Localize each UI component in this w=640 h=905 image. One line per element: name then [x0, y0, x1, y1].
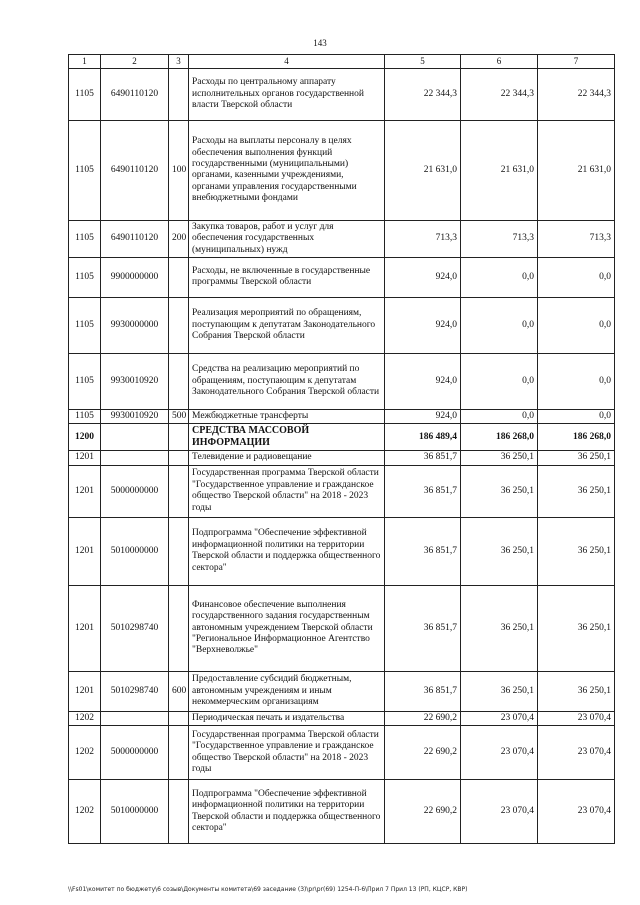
header-cell: 2: [101, 55, 169, 69]
description-cell: Предоставление субсидий бюджетным, автономным учреждениям и иным некоммерческим организациям: [189, 671, 385, 711]
section-code-cell: 1105: [69, 297, 101, 353]
description-cell: Расходы, не включенные в государственные программы Тверской области: [189, 257, 385, 297]
expense-type-cell: [169, 68, 189, 120]
expense-type-cell: [169, 424, 189, 451]
description-cell: Подпрограмма "Обеспечение эффективной информационной политики на территории Тверской области и поддержка общественного сектора": [189, 780, 385, 844]
table-row: [69, 257, 615, 297]
target-article-cell: 5010000000: [101, 517, 169, 585]
expense-type-cell: [169, 353, 189, 409]
table-row: [69, 68, 615, 120]
amount-col6-cell: 0,0: [461, 353, 538, 409]
description-cell: Расходы на выплаты персоналу в целях обеспечения выполнения функций государственными (муниципальными) органами, казенными учреждениями, органами управления государственными внебюджетными фондами: [189, 120, 385, 220]
section-code-cell: 1202: [69, 780, 101, 844]
target-article-cell: 9930010920: [101, 409, 169, 423]
description-cell: Государственная программа Тверской области "Государственное управление и гражданское общество Тверской области" на 2018 - 2023 годы: [189, 465, 385, 517]
section-code-cell: 1105: [69, 409, 101, 423]
section-code-cell: 1105: [69, 68, 101, 120]
target-article-cell: 5000000000: [101, 465, 169, 517]
amount-col6-cell: 0,0: [461, 297, 538, 353]
amount-col7-cell: 0,0: [538, 297, 615, 353]
amount-col5-cell: 22 344,3: [385, 68, 461, 120]
amount-col7-cell: 36 250,1: [538, 465, 615, 517]
amount-col5-cell: 36 851,7: [385, 517, 461, 585]
amount-col7-cell: 186 268,0: [538, 424, 615, 451]
amount-col7-cell: 713,3: [538, 220, 615, 257]
amount-col7-cell: 0,0: [538, 257, 615, 297]
amount-col6-cell: 713,3: [461, 220, 538, 257]
target-article-cell: 5010298740: [101, 585, 169, 671]
amount-col6-cell: 186 268,0: [461, 424, 538, 451]
amount-col6-cell: 36 250,1: [461, 465, 538, 517]
target-article-cell: 5010298740: [101, 671, 169, 711]
amount-col7-cell: 36 250,1: [538, 671, 615, 711]
section-code-cell: 1201: [69, 671, 101, 711]
section-code-cell: 1105: [69, 220, 101, 257]
target-article-cell: 9930000000: [101, 297, 169, 353]
amount-col6-cell: 23 070,4: [461, 711, 538, 725]
amount-col6-cell: 36 250,1: [461, 451, 538, 465]
table-row: [69, 726, 615, 780]
section-code-cell: 1105: [69, 120, 101, 220]
target-article-cell: 5000000000: [101, 726, 169, 780]
table-row: [69, 409, 615, 423]
amount-col5-cell: 22 690,2: [385, 726, 461, 780]
description-cell: Закупка товаров, работ и услуг для обеспечения государственных (муниципальных) нужд: [189, 220, 385, 257]
table-row: [69, 297, 615, 353]
amount-col6-cell: 22 344,3: [461, 68, 538, 120]
amount-col7-cell: 36 250,1: [538, 517, 615, 585]
section-code-cell: 1105: [69, 257, 101, 297]
description-cell: Телевидение и радиовещание: [189, 451, 385, 465]
table-row: [69, 353, 615, 409]
amount-col7-cell: 0,0: [538, 409, 615, 423]
header-cell: 3: [169, 55, 189, 69]
expense-type-cell: [169, 780, 189, 844]
footer-file-path: \\Fs01\комитет по бюджету\6 созыв\Документы комитета\69 заседание (3)\pr\рr(69) 1254-П-6\Прил 7 Прил 13 (РП, КЦСР, КВР): [68, 886, 468, 893]
amount-col5-cell: 36 851,7: [385, 451, 461, 465]
amount-col6-cell: 21 631,0: [461, 120, 538, 220]
table-row: [69, 585, 615, 671]
target-article-cell: 5010000000: [101, 780, 169, 844]
amount-col6-cell: 36 250,1: [461, 517, 538, 585]
expense-type-cell: 200: [169, 220, 189, 257]
amount-col7-cell: 22 344,3: [538, 68, 615, 120]
amount-col5-cell: 21 631,0: [385, 120, 461, 220]
amount-col5-cell: 22 690,2: [385, 780, 461, 844]
amount-col5-cell: 924,0: [385, 409, 461, 423]
description-cell: Периодическая печать и издательства: [189, 711, 385, 725]
target-article-cell: 6490110120: [101, 220, 169, 257]
amount-col5-cell: 924,0: [385, 353, 461, 409]
section-code-cell: 1201: [69, 517, 101, 585]
header-cell: 7: [538, 55, 615, 69]
amount-col7-cell: 23 070,4: [538, 711, 615, 725]
target-article-cell: 9930010920: [101, 353, 169, 409]
amount-col7-cell: 36 250,1: [538, 585, 615, 671]
section-code-cell: 1201: [69, 585, 101, 671]
header-cell: 1: [69, 55, 101, 69]
description-cell: СРЕДСТВА МАССОВОЙ ИНФОРМАЦИИ: [189, 424, 385, 451]
table-row: [69, 424, 615, 451]
table-row: [69, 517, 615, 585]
table-row: [69, 671, 615, 711]
section-code-cell: 1201: [69, 451, 101, 465]
header-cell: 6: [461, 55, 538, 69]
amount-col5-cell: 713,3: [385, 220, 461, 257]
expense-type-cell: [169, 257, 189, 297]
table-row: [69, 780, 615, 844]
expense-type-cell: [169, 517, 189, 585]
description-cell: Расходы по центральному аппарату исполнительных органов государственной власти Тверской области: [189, 68, 385, 120]
description-cell: Подпрограмма "Обеспечение эффективной информационной политики на территории Тверской области и поддержка общественного сектора": [189, 517, 385, 585]
amount-col6-cell: 36 250,1: [461, 671, 538, 711]
amount-col7-cell: 21 631,0: [538, 120, 615, 220]
target-article-cell: 9900000000: [101, 257, 169, 297]
section-code-cell: 1201: [69, 465, 101, 517]
amount-col5-cell: 36 851,7: [385, 585, 461, 671]
description-cell: Межбюджетные трансферты: [189, 409, 385, 423]
description-cell: Финансовое обеспечение выполнения государственного задания государственным автономным учреждением Тверской области "Региональное Информационное Агентство "Верхневолжье": [189, 585, 385, 671]
target-article-cell: 6490110120: [101, 68, 169, 120]
table-row: [69, 711, 615, 725]
table-row: [69, 120, 615, 220]
header-cell: 5: [385, 55, 461, 69]
expense-type-cell: [169, 297, 189, 353]
page-number: 143: [313, 38, 327, 48]
amount-col5-cell: 924,0: [385, 297, 461, 353]
header-cell: 4: [189, 55, 385, 69]
amount-col7-cell: 23 070,4: [538, 780, 615, 844]
amount-col7-cell: 36 250,1: [538, 451, 615, 465]
expense-type-cell: 500: [169, 409, 189, 423]
expense-type-cell: 100: [169, 120, 189, 220]
expense-type-cell: [169, 726, 189, 780]
expense-type-cell: [169, 451, 189, 465]
description-cell: Реализация мероприятий по обращениям, поступающим к депутатам Законодательного Собрания Тверской области: [189, 297, 385, 353]
amount-col7-cell: 23 070,4: [538, 726, 615, 780]
target-article-cell: [101, 424, 169, 451]
expense-type-cell: [169, 711, 189, 725]
amount-col6-cell: 0,0: [461, 257, 538, 297]
description-cell: Средства на реализацию мероприятий по обращениям, поступающим к депутатам Законодательного Собрания Тверской области: [189, 353, 385, 409]
table-row: [69, 451, 615, 465]
amount-col5-cell: 22 690,2: [385, 711, 461, 725]
amount-col7-cell: 0,0: [538, 353, 615, 409]
amount-col5-cell: 36 851,7: [385, 671, 461, 711]
target-article-cell: [101, 451, 169, 465]
table-row: [69, 220, 615, 257]
expense-type-cell: [169, 585, 189, 671]
budget-table: [68, 54, 615, 844]
section-code-cell: 1202: [69, 726, 101, 780]
target-article-cell: 6490110120: [101, 120, 169, 220]
table-header-row: [69, 55, 615, 69]
description-cell: Государственная программа Тверской области "Государственное управление и гражданское общество Тверской области" на 2018 - 2023 годы: [189, 726, 385, 780]
target-article-cell: [101, 711, 169, 725]
amount-col5-cell: 36 851,7: [385, 465, 461, 517]
section-code-cell: 1105: [69, 353, 101, 409]
amount-col6-cell: 23 070,4: [461, 726, 538, 780]
section-code-cell: 1200: [69, 424, 101, 451]
amount-col5-cell: 924,0: [385, 257, 461, 297]
expense-type-cell: [169, 465, 189, 517]
table-row: [69, 465, 615, 517]
amount-col6-cell: 23 070,4: [461, 780, 538, 844]
amount-col5-cell: 186 489,4: [385, 424, 461, 451]
expense-type-cell: 600: [169, 671, 189, 711]
section-code-cell: 1202: [69, 711, 101, 725]
amount-col6-cell: 0,0: [461, 409, 538, 423]
amount-col6-cell: 36 250,1: [461, 585, 538, 671]
